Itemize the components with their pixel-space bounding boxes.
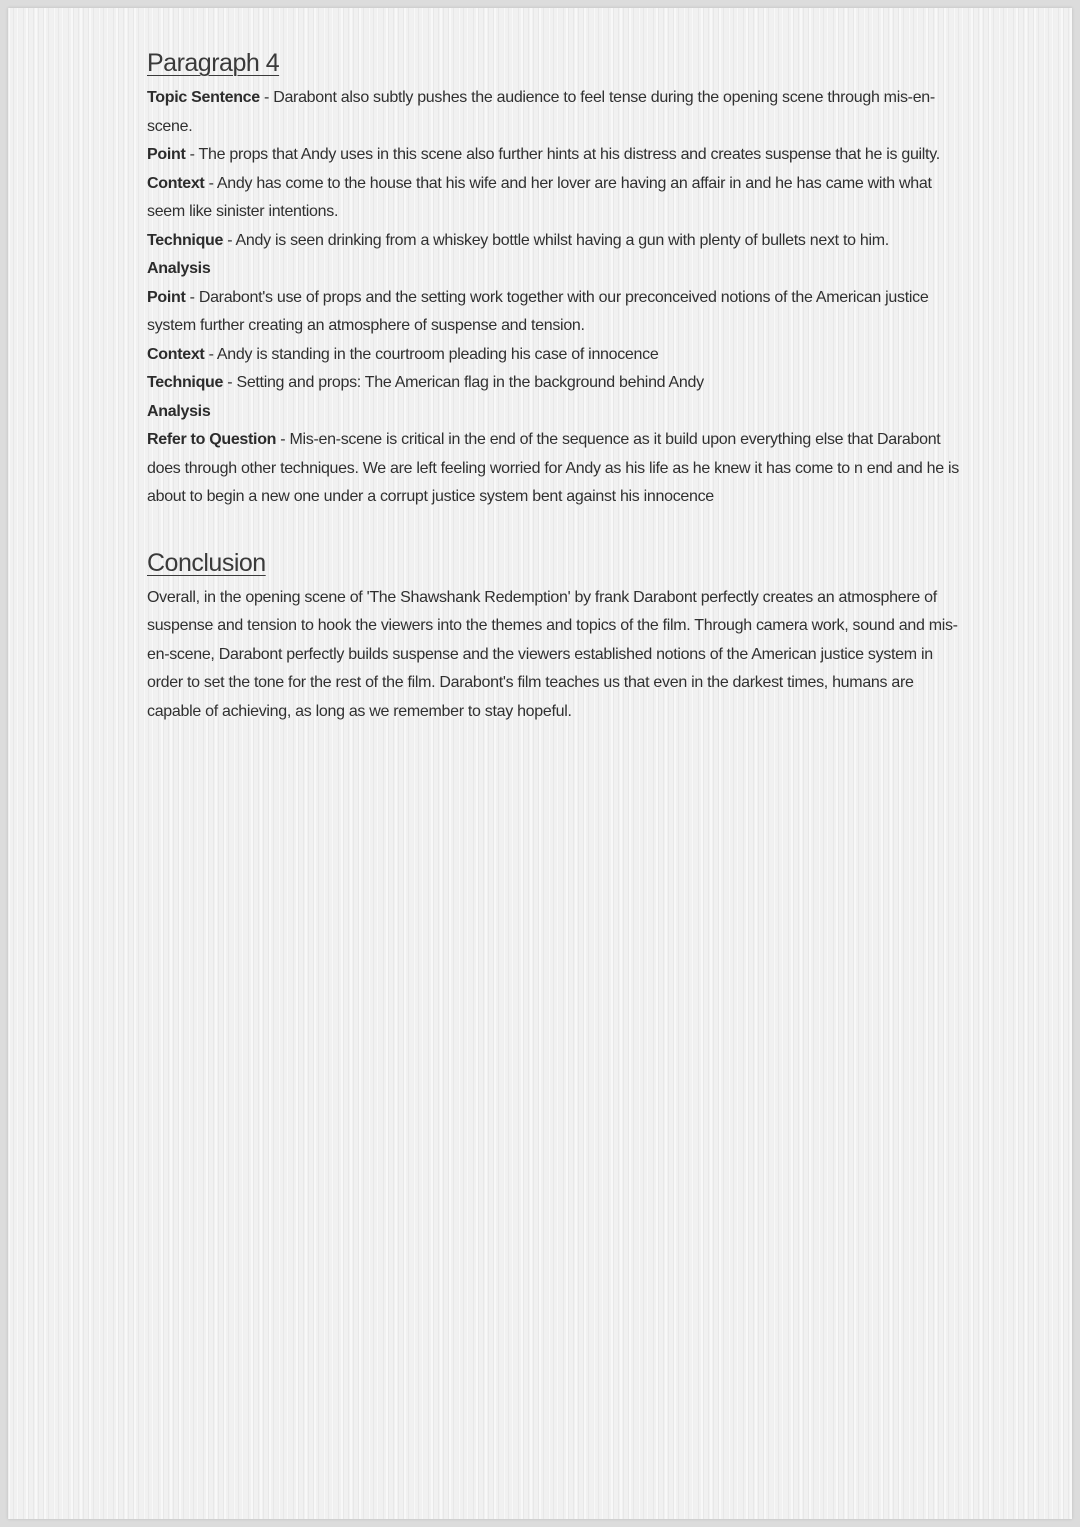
context-2 [147,341,962,370]
conclusion-heading: Conclusion [147,548,266,577]
paragraph-4-heading: Paragraph 4 [147,49,280,77]
context-1-label: Context [147,174,205,192]
point-2 [147,284,962,341]
technique-1-label: Technique [147,231,224,249]
topic-sentence-label: Topic Sentence [147,89,260,106]
topic-sentence [147,84,962,141]
technique-2 [147,369,962,398]
context-1 [147,170,962,227]
refer-to-question-label: Refer to Question [147,431,277,448]
technique-2-label: Technique [147,374,224,391]
point-1-label: Point [147,146,186,163]
analysis-1-heading: Analysis [147,260,211,277]
technique-1-text: - Andy is seen drinking from a whiskey bottle whilst having a gun with plenty of bullets next to him. [223,231,889,249]
essay-content [147,48,962,726]
context-1-text: - Andy has come to the house that his wife and her lover are having an affair in and he has came with what seem like sinister intentions. [147,174,932,220]
context-2-text: - Andy is standing in the courtroom pleading his case of innocence [204,345,659,363]
context-2-label: Context [147,345,205,363]
refer-to-question [147,426,962,512]
section-spacer [147,512,962,548]
refer-to-question-text: - Mis-en-scene is critical in the end of the sequence as it build upon everything else that Darabont does through other techniques. We are left feeling worried for Andy as his life as he knew it has come to n end and he is about to begin a new one under a corrupt justice system bent against his innocence [147,431,959,505]
point-1-text: - The props that Andy uses in this scene also further hints at his distress and creates suspense that he is guilty. [185,146,940,163]
topic-sentence-text: - Darabont also subtly pushes the audience to feel tense during the opening scene through mis-en-scene. [147,89,935,135]
technique-1 [147,227,962,256]
analysis-2-heading: Analysis [147,402,211,420]
technique-2-text: - Setting and props: The American flag in the background behind Andy [223,374,704,391]
point-1 [147,141,962,170]
scanned-page [8,8,1072,1519]
point-2-text: - Darabont's use of props and the setting work together with our preconceived notions of the American justice system further creating an atmosphere of suspense and tension. [147,288,929,334]
conclusion-text: Overall, in the opening scene of 'The Shawshank Redemption' by frank Darabont perfectly creates an atmosphere of suspense and tension to hook the viewers into the themes and topics of the film. Through camera work, sound and mis-en-scene, Darabont perfectly builds suspense and the viewers established notions of the American justice system in order to set the tone for the rest of the film. Darabont's film teaches us that even in the darkest times, humans are capable of achieving, as long as we remember to stay hopeful. [147,588,958,720]
point-2-label: Point [147,288,186,306]
